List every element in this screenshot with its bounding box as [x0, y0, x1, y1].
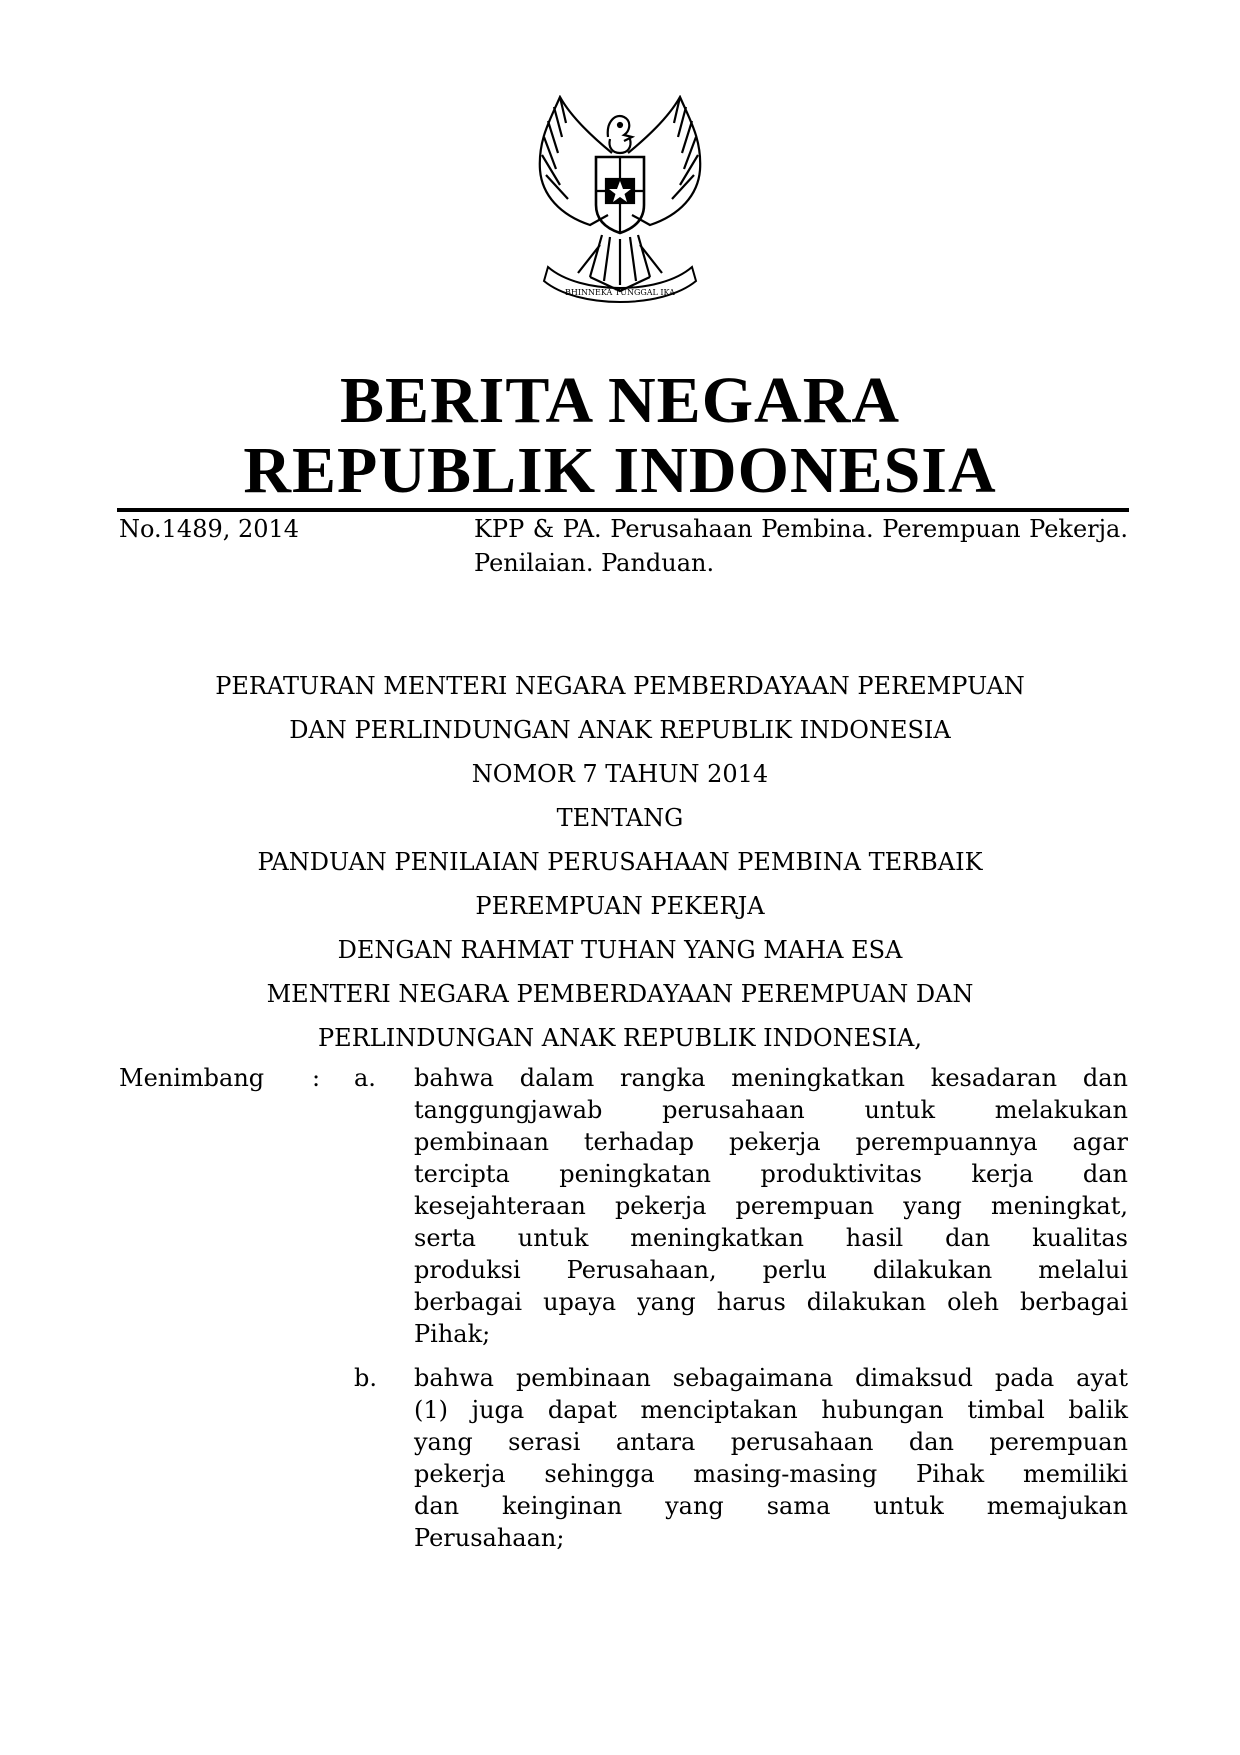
regulation-heading — [0, 664, 1240, 1060]
gazette-title-line1: BERITA NEGARA — [339, 364, 901, 437]
paragraph-line: dan keinginan yang sama untuk memajukan — [414, 1492, 1128, 1520]
paragraph-line: yang serasi antara perusahaan dan perempuan — [414, 1428, 1128, 1456]
paragraph-line: serta untuk meningkatkan hasil dan kualitas — [414, 1224, 1128, 1252]
paragraph-line: (1) juga dapat menciptakan hubungan timbal balik — [414, 1396, 1128, 1424]
considering-item-b — [414, 1362, 1128, 1554]
regulation-heading-line: NOMOR 7 TAHUN 2014 — [471, 760, 769, 788]
considering-item-letter: b. — [354, 1364, 377, 1392]
regulation-heading-line: DENGAN RAHMAT TUHAN YANG MAHA ESA — [337, 936, 903, 964]
garuda-emblem-icon — [520, 95, 720, 315]
paragraph-line: bahwa pembinaan sebagaimana dimaksud pada ayat — [414, 1364, 1128, 1392]
document-number: No.1489, 2014 — [119, 515, 300, 543]
paragraph-line: bahwa dalam rangka meningkatkan kesadaran dan — [414, 1064, 1128, 1092]
paragraph-line: pekerja sehingga masing-masing Pihak memiliki — [414, 1460, 1128, 1488]
considering-colon: : — [312, 1064, 321, 1092]
regulation-heading-line: MENTERI NEGARA PEMBERDAYAAN PEREMPUAN DAN — [266, 980, 974, 1008]
regulation-heading-line: PERATURAN MENTERI NEGARA PEMBERDAYAAN PEREMPUAN — [215, 672, 1025, 700]
paragraph-line: Pihak; — [414, 1320, 491, 1348]
paragraph-line: berbagai upaya yang harus dilakukan oleh berbagai — [414, 1288, 1128, 1316]
paragraph-line: produksi Perusahaan, perlu dilakukan melalui — [414, 1256, 1128, 1284]
paragraph-line: Perusahaan; — [414, 1524, 565, 1552]
paragraph-line: tercipta peningkatan produktivitas kerja dan — [414, 1160, 1128, 1188]
emblem-motto: BHINNEKA TUNGGAL IKA — [565, 288, 675, 297]
paragraph-line: tanggungjawab perusahaan untuk melakukan — [414, 1096, 1128, 1124]
document-subject: KPP & PA. Perusahaan Pembina. Perempuan Pekerja. Penilaian. Panduan. — [474, 515, 1128, 577]
considering-item-a — [414, 1062, 1128, 1350]
regulation-heading-line: PANDUAN PENILAIAN PERUSAHAAN PEMBINA TERBAIK — [257, 848, 983, 876]
gazette-title-line2: REPUBLIK INDONESIA — [243, 434, 997, 507]
paragraph-line: kesejahteraan pekerja perempuan yang meningkat, — [414, 1192, 1128, 1220]
considering-label: Menimbang — [119, 1064, 265, 1092]
regulation-heading-line: PERLINDUNGAN ANAK REPUBLIK INDONESIA, — [318, 1024, 922, 1052]
paragraph-line: pembinaan terhadap pekerja perempuannya agar — [414, 1128, 1128, 1156]
regulation-heading-line: PEREMPUAN PEKERJA — [475, 892, 765, 920]
regulation-heading-line: DAN PERLINDUNGAN ANAK REPUBLIK INDONESIA — [289, 716, 951, 744]
considering-item-letter: a. — [354, 1064, 376, 1092]
regulation-heading-line: TENTANG — [556, 804, 684, 832]
